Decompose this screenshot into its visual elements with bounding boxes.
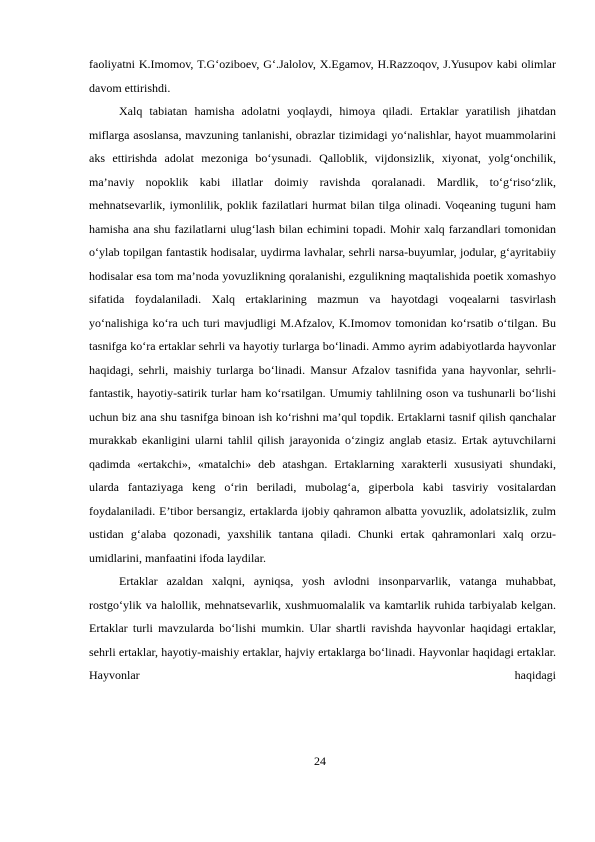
body-text bbox=[89, 53, 556, 688]
paragraph-continuation: faoliyatni K.Imomov, T.G‘oziboev, G‘.Jalolov, X.Egamov, H.Razzoqov, J.Yusupov kabi olimlar davom ettirishdi. bbox=[89, 57, 556, 95]
page-number: 24 bbox=[314, 754, 326, 768]
paragraph-tale-types: Ertaklar azaldan xalqni, ayniqsa, yosh avlodni insonparvarlik, vatanga muhabbat, rostgo‘ylik va halollik, mehnatsevarlik, xushmuomalalik va kamtarlik ruhida tarbiyalab kelgan. Ertaklar turli mavzularda bo‘lishi mumkin. Ular shartli ravishda hayvonlar haqidagi ertaklar, sehrli ertaklar, hayotiy-maishiy ertaklar, hajviy ertaklarga bo‘linadi. Hayvonlar haqidagi ertaklar. Hayvonlar haqidagi bbox=[89, 574, 556, 682]
paragraph-folk-justice: Xalq tabiatan hamisha adolatni yoqlaydi, himoya qiladi. Ertaklar yaratilish jihatdan miflarga asoslansa, mavzuning tanlanishi, obrazlar tizimidagi yo‘nalishlar, hayot muammolarini aks ettirishda adolat mezoniga bo‘ysunadi. Qalloblik, vijdonsizlik, xiyonat, yolg‘onchilik, ma’naviy nopoklik kabi illatlar doimiy ravishda qoralanadi. Mardlik, to‘g‘riso‘zlik, mehnatsevarlik, iymonlilik, poklik fazilatlari hurmat bilan tilga olinadi. Voqeaning tuguni ham hamisha ana shu fazilatlarni ulug‘lash bilan echimini topadi. Mohir xalq farzandlari tomonidan o‘ylab topilgan fantastik hodisalar, uydirma lavhalar, sehrli narsa-buyumlar, jodular, g‘ayritabiiy hodisalar esa tom ma’noda yovuzlikning qoralanishi, ezgulikning maqtalishida poetik xomashyo sifatida foydalaniladi. Xalq ertaklarining mazmun va hayotdagi voqealarni tasvirlash yo‘nalishiga ko‘ra uch turi mavjudligi M.Afzalov, K.Imomov tomonidan ko‘rsatib o‘tilgan. Bu tasnifga ko‘ra ertaklar sehrli va hayotiy turlarga bo‘linadi. Ammo ayrim adabiyotlarda hayvonlar haqidagi, sehrli, maishiy turlarga bo‘linadi. Mansur Afzalov tasnifida yana hayvonlar, sehrli-fantastik, hayotiy-satirik turlar ham ko‘rsatilgan. Umumiy tahlilning oson va tushunarli bo‘lishi uchun biz ana shu tasnifga binoan ish ko‘rishni ma’qul topdik. Ertaklarni tasnif qilish qanchalar murakkab ekanligini ularni tahlil qilish jarayonida o‘zingiz anglab etasiz. Ertak aytuvchilarni qadimda «ertakchi», «matalchi» deb atashgan. Ertaklarning xarakterli xususiyati shundaki, ularda fantaziyaga keng o‘rin beriladi, mubolag‘a, giperbola kabi tasviriy vositalardan foydalaniladi. E’tibor bersangiz, ertaklarda ijobiy qahramon albatta yovuzlik, adolatsizlik, zulm ustidan g‘alaba qozonadi, yaxshilik tantana qiladi. Chunki ertak qahramonlari xalq orzu-umidlarini, manfaatini ifoda laydilar. bbox=[89, 104, 556, 565]
